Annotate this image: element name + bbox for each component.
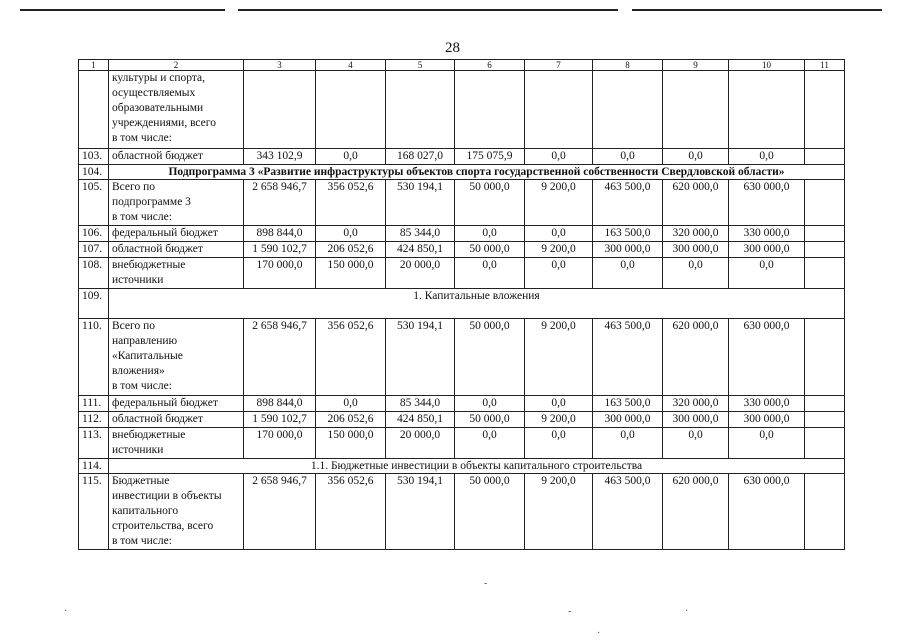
value-cell: 50 000,0 [455,319,525,396]
value-cell: 2 658 946,7 [244,319,316,396]
row-number: 103. [79,149,109,165]
value-cell: 630 000,0 [729,319,805,396]
value-cell: 330 000,0 [729,226,805,242]
value-cell: 150 000,0 [316,258,386,289]
value-cell [805,226,845,242]
column-number: 4 [316,60,386,71]
value-cell: 300 000,0 [593,242,663,258]
value-cell: 2 658 946,7 [244,180,316,226]
value-cell: 0,0 [729,428,805,459]
column-number: 8 [593,60,663,71]
value-cell: 0,0 [729,149,805,165]
value-cell: 356 052,6 [316,319,386,396]
row-description: внебюджетные источники [109,428,244,459]
value-cell: 0,0 [525,396,593,412]
row-number: 107. [79,242,109,258]
value-cell: 163 500,0 [593,396,663,412]
value-cell: 0,0 [593,428,663,459]
row-description: областной бюджет [109,242,244,258]
column-number: 2 [109,60,244,71]
column-number: 11 [805,60,845,71]
column-number-row [79,60,845,71]
top-rule-left [20,9,225,11]
value-cell: 0,0 [455,258,525,289]
value-cell: 9 200,0 [525,412,593,428]
value-cell: 85 344,0 [386,396,455,412]
value-cell: 0,0 [316,226,386,242]
row-description: культуры и спорта, осуществляемых образовательными учреждениями, всего в том числе: [109,71,244,149]
row-description: Всего по подпрограмме 3 в том числе: [109,180,244,226]
value-cell [455,71,525,149]
value-cell [805,396,845,412]
column-number: 9 [663,60,729,71]
table-row [79,474,845,550]
value-cell: 620 000,0 [663,180,729,226]
value-cell: 898 844,0 [244,226,316,242]
table-row [79,428,845,459]
value-cell: 0,0 [316,149,386,165]
value-cell: 630 000,0 [729,180,805,226]
value-cell: 530 194,1 [386,180,455,226]
row-number: 106. [79,226,109,242]
row-description: областной бюджет [109,412,244,428]
row-description: федеральный бюджет [109,226,244,242]
value-cell: 50 000,0 [455,412,525,428]
table-row [79,165,845,180]
value-cell: 20 000,0 [386,258,455,289]
value-cell: 0,0 [663,258,729,289]
value-cell: 2 658 946,7 [244,474,316,550]
table-row [79,396,845,412]
value-cell: 50 000,0 [455,180,525,226]
value-cell: 85 344,0 [386,226,455,242]
value-cell: 300 000,0 [729,242,805,258]
value-cell [805,149,845,165]
value-cell: 9 200,0 [525,474,593,550]
scan-mark: · [685,606,689,617]
value-cell: 170 000,0 [244,428,316,459]
value-cell [805,412,845,428]
table-row [79,71,845,149]
value-cell: 300 000,0 [729,412,805,428]
value-cell [805,71,845,149]
top-rule-right [632,9,882,11]
value-cell [805,474,845,550]
value-cell [805,258,845,289]
value-cell [663,71,729,149]
value-cell: 463 500,0 [593,474,663,550]
value-cell: 50 000,0 [455,474,525,550]
value-cell: 320 000,0 [663,226,729,242]
row-description: Бюджетные инвестиции в объекты капитального строительства, всего в том числе: [109,474,244,550]
column-number: 1 [79,60,109,71]
value-cell: 620 000,0 [663,474,729,550]
value-cell: 9 200,0 [525,180,593,226]
value-cell: 168 027,0 [386,149,455,165]
value-cell: 300 000,0 [663,412,729,428]
row-number: 109. [79,289,109,319]
value-cell: 50 000,0 [455,242,525,258]
value-cell: 0,0 [525,149,593,165]
row-description: внебюджетные источники [109,258,244,289]
column-number: 6 [455,60,525,71]
table-row [79,226,845,242]
row-number: 115. [79,474,109,550]
value-cell: 0,0 [593,258,663,289]
table-row [79,258,845,289]
column-number: 5 [386,60,455,71]
row-number: 104. [79,165,109,180]
scan-mark: · [597,628,601,639]
value-cell: 206 052,6 [316,242,386,258]
table-row [79,459,845,474]
table-row [79,242,845,258]
value-cell [805,428,845,459]
value-cell [805,242,845,258]
value-cell: 424 850,1 [386,242,455,258]
row-number: 112. [79,412,109,428]
value-cell: 0,0 [455,226,525,242]
scan-mark: - [484,578,488,589]
top-rule-center [238,9,618,11]
value-cell: 320 000,0 [663,396,729,412]
value-cell [386,71,455,149]
value-cell [316,71,386,149]
value-cell: 463 500,0 [593,319,663,396]
value-cell: 630 000,0 [729,474,805,550]
value-cell [244,71,316,149]
value-cell: 0,0 [525,226,593,242]
row-number: 105. [79,180,109,226]
value-cell: 330 000,0 [729,396,805,412]
value-cell: 300 000,0 [663,242,729,258]
row-description: областной бюджет [109,149,244,165]
value-cell: 170 000,0 [244,258,316,289]
section-heading: 1. Капитальные вложения [109,289,845,319]
value-cell: 0,0 [455,428,525,459]
value-cell: 20 000,0 [386,428,455,459]
value-cell [525,71,593,149]
column-number: 10 [729,60,805,71]
table-row [79,319,845,396]
value-cell: 206 052,6 [316,412,386,428]
value-cell: 175 075,9 [455,149,525,165]
column-number: 3 [244,60,316,71]
scan-mark: · [64,606,68,617]
value-cell: 530 194,1 [386,319,455,396]
row-description: федеральный бюджет [109,396,244,412]
value-cell: 343 102,9 [244,149,316,165]
value-cell: 300 000,0 [593,412,663,428]
value-cell: 356 052,6 [316,474,386,550]
table-row [79,289,845,319]
value-cell [593,71,663,149]
value-cell: 620 000,0 [663,319,729,396]
row-description: Всего по направлению «Капитальные вложения» в том числе: [109,319,244,396]
value-cell: 0,0 [455,396,525,412]
value-cell: 0,0 [593,149,663,165]
value-cell: 0,0 [316,396,386,412]
value-cell: 0,0 [525,258,593,289]
section-heading: Подпрограмма 3 «Развитие инфраструктуры объектов спорта государственной собственности Свердловской области» [109,165,845,180]
value-cell: 0,0 [663,428,729,459]
row-number: 113. [79,428,109,459]
table-row [79,180,845,226]
row-number: 108. [79,258,109,289]
row-number: 111. [79,396,109,412]
value-cell: 463 500,0 [593,180,663,226]
value-cell [805,180,845,226]
row-number: 114. [79,459,109,474]
budget-table [78,59,845,550]
page-number: 28 [445,40,460,56]
value-cell: 898 844,0 [244,396,316,412]
value-cell: 9 200,0 [525,319,593,396]
value-cell: 1 590 102,7 [244,412,316,428]
table-row [79,149,845,165]
value-cell: 1 590 102,7 [244,242,316,258]
row-number [79,71,109,149]
section-heading: 1.1. Бюджетные инвестиции в объекты капитального строительства [109,459,845,474]
value-cell: 150 000,0 [316,428,386,459]
scan-mark: - [568,606,572,617]
value-cell: 356 052,6 [316,180,386,226]
value-cell [729,71,805,149]
value-cell: 9 200,0 [525,242,593,258]
value-cell: 0,0 [525,428,593,459]
value-cell: 0,0 [729,258,805,289]
table-row [79,412,845,428]
value-cell: 0,0 [663,149,729,165]
value-cell: 530 194,1 [386,474,455,550]
column-number: 7 [525,60,593,71]
value-cell [805,319,845,396]
value-cell: 424 850,1 [386,412,455,428]
row-number: 110. [79,319,109,396]
value-cell: 163 500,0 [593,226,663,242]
